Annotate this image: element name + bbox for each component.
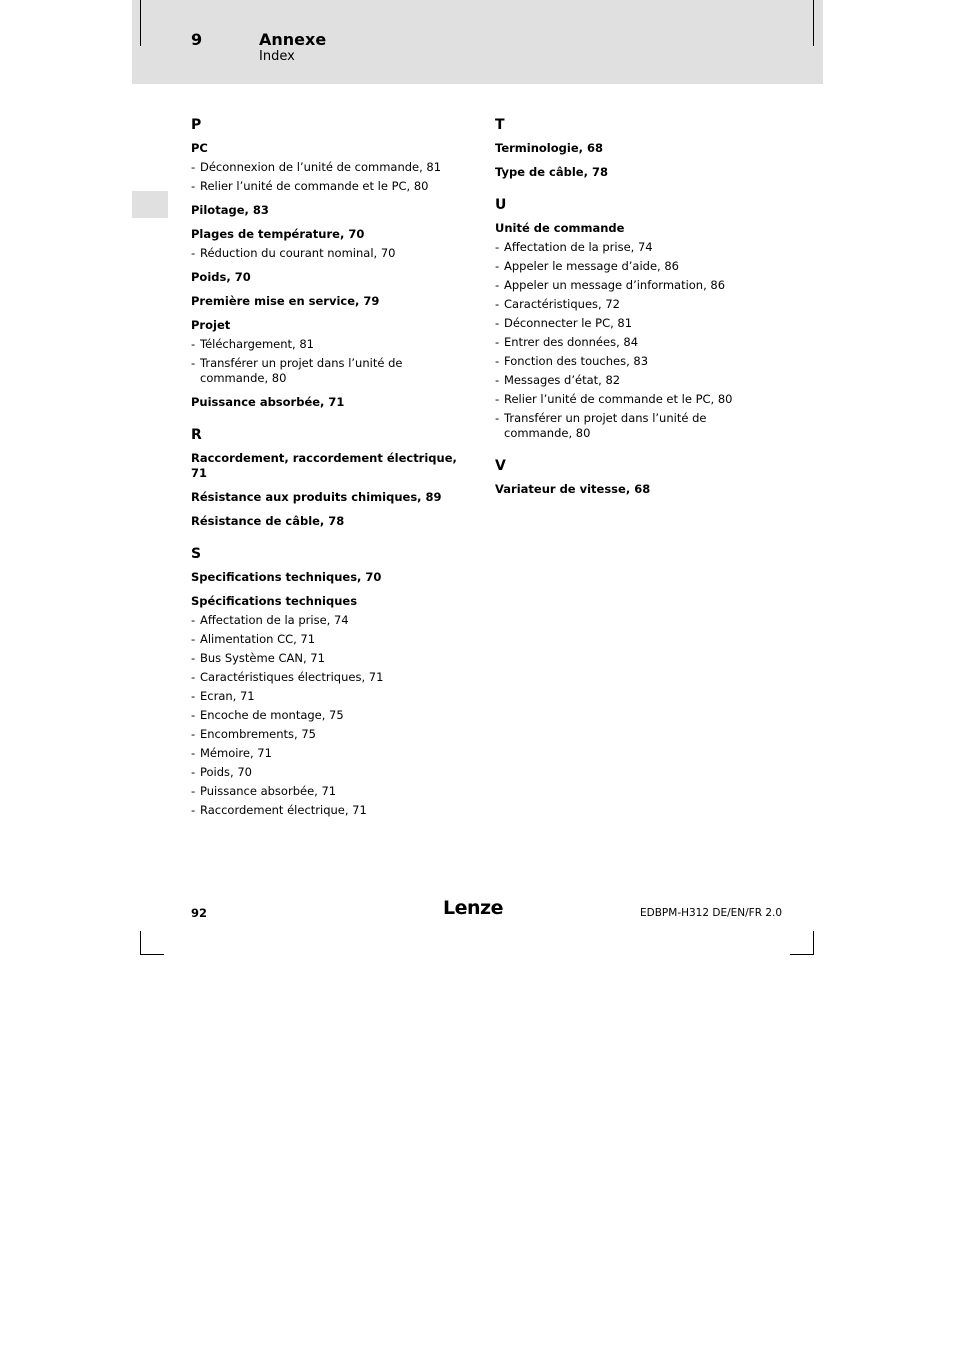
index-entry: Résistance de câble, 78 [191,514,345,528]
header-crop-mark-left [140,0,141,46]
chapter-subtitle: Index [259,49,295,64]
page-number: 92 [191,906,208,920]
index-entry: Puissance absorbée, 71 [191,395,345,409]
index-subentry: - Affectation de la prise, 74 [495,240,765,255]
index-entry: Type de câble, 78 [495,165,608,179]
index-subentry-list [191,246,461,261]
index-entry: Terminologie, 68 [495,141,603,155]
index-subentry: - Caractéristiques électriques, 71 [191,670,461,685]
index-subentry: - Mémoire, 71 [191,746,461,761]
index-column-left [191,116,461,827]
index-letter-heading: S [191,546,202,562]
index-subentry: - Appeler un message d’information, 86 [495,278,765,293]
index-entry: PC [191,141,208,155]
index-subentry: - Alimentation CC, 71 [191,632,461,647]
index-subentry: - Relier l’unité de commande et le PC, 80 [191,179,461,194]
lenze-logo: Lenze [443,897,503,919]
index-entry: Raccordement, raccordement électrique, 71 [191,451,457,480]
crop-mark-bottom-right-vertical [813,931,814,955]
index-entry: Résistance aux produits chimiques, 89 [191,490,442,504]
index-subentry: - Puissance absorbée, 71 [191,784,461,799]
chapter-side-tab [132,191,168,218]
crop-mark-bottom-right-horizontal [790,954,814,955]
index-subentry: - Raccordement électrique, 71 [191,803,461,818]
index-entry: Unité de commande [495,221,625,235]
chapter-number: 9 [191,30,203,49]
index-subentry: - Entrer des données, 84 [495,335,765,350]
index-subentry: - Encombrements, 75 [191,727,461,742]
index-subentry: - Messages d’état, 82 [495,373,765,388]
header-crop-mark-right [813,0,814,46]
index-subentry-list [191,160,461,194]
index-subentry: - Poids, 70 [191,765,461,780]
index-entry: Projet [191,318,231,332]
index-letter-heading: P [191,117,202,133]
index-letter-heading: U [495,197,507,213]
index-letter-heading: V [495,458,506,474]
index-subentry: - Relier l’unité de commande et le PC, 80 [495,392,765,407]
index-subentry: - Transférer un projet dans l’unité de commande, 80 [191,356,461,386]
index-subentry-list [495,240,765,441]
index-column-right [495,116,765,506]
document-code: EDBPM-H312 DE/EN/FR 2.0 [640,907,783,919]
index-entry: Pilotage, 83 [191,203,269,217]
index-subentry-list [191,337,461,386]
chapter-title: Annexe [259,30,327,49]
index-subentry: - Téléchargement, 81 [191,337,461,352]
index-entry: Plages de température, 70 [191,227,365,241]
index-letter-heading: R [191,427,202,443]
index-subentry-list [191,613,461,818]
index-entry: Première mise en service, 79 [191,294,380,308]
index-entry: Spécifications techniques [191,594,358,608]
index-subentry: - Déconnecter le PC, 81 [495,316,765,331]
crop-mark-bottom-left-vertical [140,931,141,955]
index-subentry: - Caractéristiques, 72 [495,297,765,312]
index-subentry: - Fonction des touches, 83 [495,354,765,369]
header-band [132,0,823,84]
index-letter-heading: T [495,117,505,133]
index-subentry: - Réduction du courant nominal, 70 [191,246,461,261]
index-subentry: - Appeler le message d’aide, 86 [495,259,765,274]
crop-mark-bottom-left-horizontal [140,954,164,955]
index-subentry: - Affectation de la prise, 74 [191,613,461,628]
index-subentry: - Encoche de montage, 75 [191,708,461,723]
index-subentry: - Bus Système CAN, 71 [191,651,461,666]
index-entry: Variateur de vitesse, 68 [495,482,651,496]
index-entry: Poids, 70 [191,270,251,284]
index-entry: Specifications techniques, 70 [191,570,382,584]
index-subentry: - Déconnexion de l’unité de commande, 81 [191,160,461,175]
index-subentry: - Ecran, 71 [191,689,461,704]
index-subentry: - Transférer un projet dans l’unité de commande, 80 [495,411,765,441]
